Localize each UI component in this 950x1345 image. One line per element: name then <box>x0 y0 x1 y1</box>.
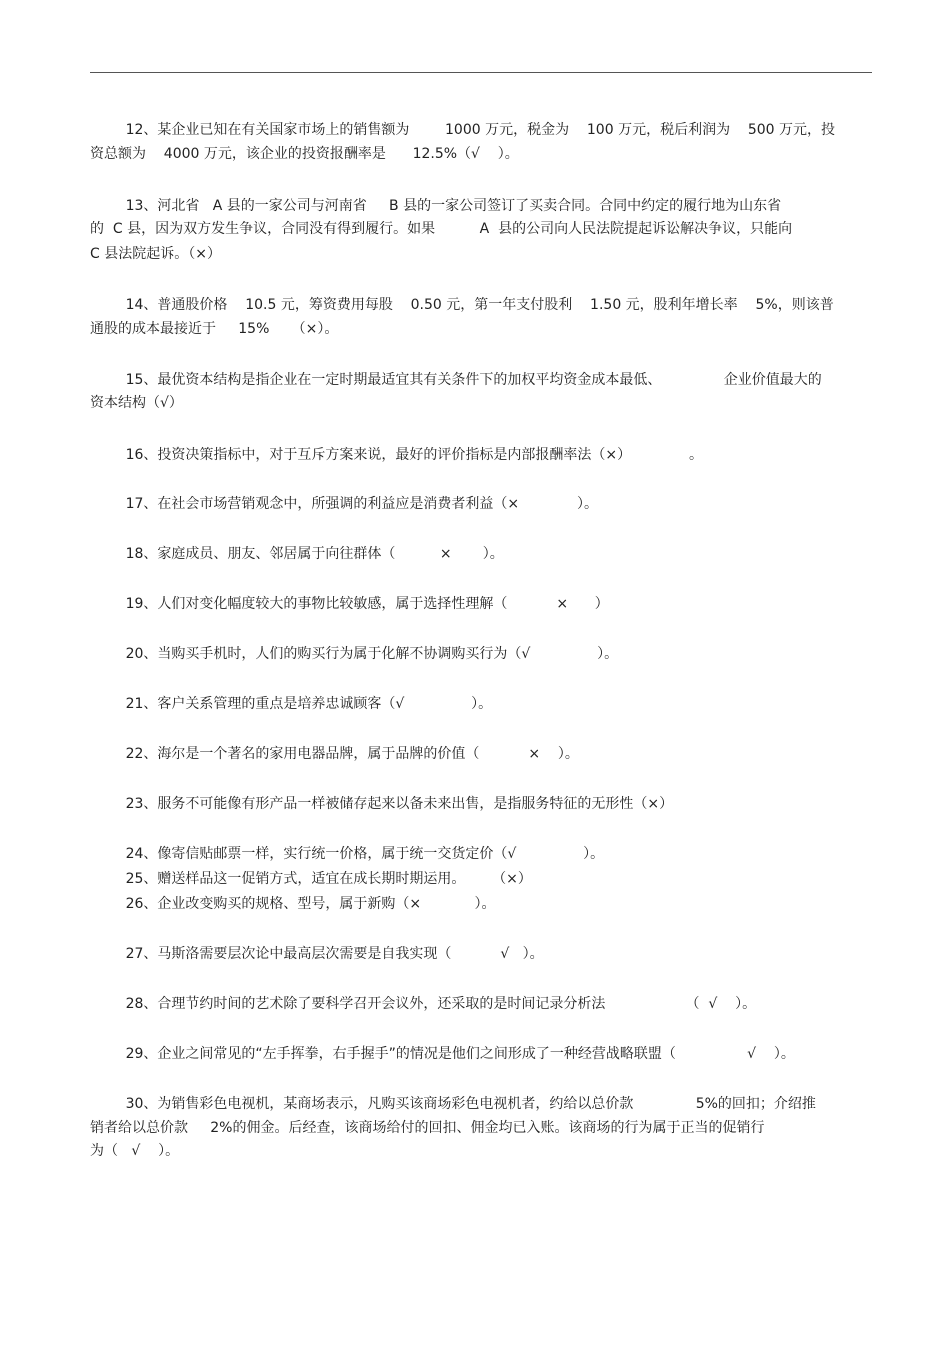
item-23: 23、服务不可能像有形产品一样被储存起来以备未来出售，是指服务特征的无形性（×） <box>90 796 674 812</box>
item-25: 25、赠送样品这一促销方式，适宜在成长期时期运用。 （×） <box>90 871 532 887</box>
item-15-line-1: 15、最优资本结构是指企业在一定时期最适宜其有关条件下的加权平均资金成本最低、 企业价值最大的 <box>90 372 822 388</box>
item-21: 21、客户关系管理的重点是培养忠诚顾客（√ ）。 <box>90 696 493 712</box>
item-27: 27、马斯洛需要层次论中最高层次需要是自我实现（ √ ）。 <box>90 946 544 962</box>
item-22: 22、海尔是一个著名的家用电器品牌，属于品牌的价值（ × ）。 <box>90 746 579 762</box>
item-14-line-1: 14、普通股价格 10.5 元，筹资费用每股 0.50 元，第一年支付股利 1.50 元，股利年增长率 5%，则该普 <box>90 297 834 313</box>
item-12-line-1: 12、某企业已知在有关国家市场上的销售额为 1000 万元，税金为 100 万元，税后利润为 500 万元，投 <box>90 122 836 138</box>
item-20: 20、当购买手机时，人们的购买行为属于化解不协调购买行为（√ ）。 <box>90 646 619 662</box>
item-30-line-3: 为（ √ ）。 <box>90 1143 180 1159</box>
item-13-line-2: 的 C 县，因为双方发生争议，合同没有得到履行。如果 A 县的公司向人民法院提起诉讼解决争议，只能向 <box>90 221 793 237</box>
item-14-line-2: 通股的成本最接近于 15% （×）。 <box>90 321 339 337</box>
item-29: 29、企业之间常见的“左手挥拳，右手握手”的情况是他们之间形成了一种经营战略联盟（ √ ）。 <box>90 1046 795 1062</box>
item-30-line-2: 销者给以总价款 2%的佣金。后经查，该商场给付的回扣、佣金均已入账。该商场的行为属于正当的促销行 <box>90 1120 765 1136</box>
item-12-line-2: 资总额为 4000 万元，该企业的投资报酬率是 12.5%（√ ）。 <box>90 146 519 162</box>
item-13-line-1: 13、河北省 A 县的一家公司与河南省 B 县的一家公司签订了买卖合同。合同中约定的履行地为山东省 <box>90 198 782 214</box>
item-30-line-1: 30、为销售彩色电视机，某商场表示，凡购买该商场彩色电视机者，约给以总价款 5%的回扣；介绍推 <box>90 1096 816 1112</box>
item-28: 28、合理节约时间的艺术除了要科学召开会议外，还采取的是时间记录分析法 （ √ ）。 <box>90 996 757 1012</box>
item-19: 19、人们对变化幅度较大的事物比较敏感，属于选择性理解（ × ） <box>90 596 609 612</box>
item-15-line-2: 资本结构（√） <box>90 395 183 411</box>
header-rule <box>90 72 872 73</box>
item-13-line-3: C 县法院起诉。（×） <box>90 246 221 262</box>
item-18: 18、家庭成员、朋友、邻居属于向往群体（ × ）。 <box>90 546 504 562</box>
item-26: 26、企业改变购买的规格、型号，属于新购（× ）。 <box>90 896 496 912</box>
item-17: 17、在社会市场营销观念中，所强调的利益应是消费者利益（× ）。 <box>90 496 598 512</box>
item-16: 16、投资决策指标中，对于互斥方案来说，最好的评价指标是内部报酬率法（×） 。 <box>90 447 703 463</box>
item-24: 24、像寄信贴邮票一样，实行统一价格，属于统一交货定价（√ ）。 <box>90 846 605 862</box>
